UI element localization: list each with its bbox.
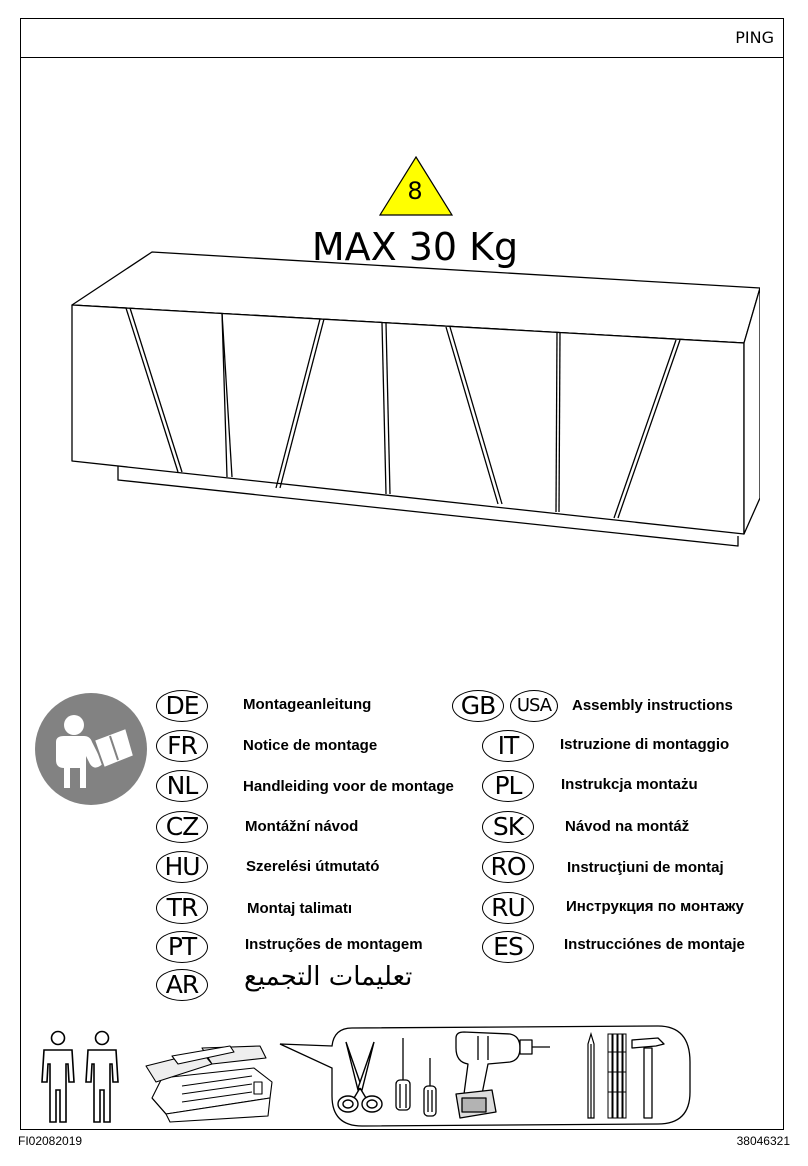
lang-code-ar: AR — [156, 969, 208, 1001]
folding-ruler-icon — [606, 1032, 628, 1120]
lang-code-nl: NL — [156, 770, 208, 802]
lang-text-es: Instrucciónes de montaje — [564, 936, 745, 953]
lang-text-it: Istruzione di montaggio — [560, 736, 730, 753]
screwdriver-small-icon — [420, 1056, 440, 1120]
lang-code-de: DE — [156, 690, 208, 722]
lang-code-fr: FR — [156, 730, 208, 762]
header-divider — [20, 57, 784, 58]
screwdriver-icon — [392, 1036, 414, 1120]
lang-code-tr: TR — [156, 892, 208, 924]
lang-code-es: ES — [482, 931, 534, 963]
product-name: PING — [735, 28, 774, 47]
lang-text-de: Montageanleitung — [243, 696, 372, 713]
lang-code-ro: RO — [482, 851, 534, 883]
lang-text-cz: Montážní návod — [245, 818, 359, 835]
scissors-icon — [334, 1038, 386, 1118]
lang-text-pt: Instruções de montagem — [245, 936, 423, 953]
lang-text-ru: Инструкция по монтажу — [566, 898, 744, 915]
lang-code-pt: PT — [156, 931, 208, 963]
max-load-number: 8 — [407, 177, 423, 205]
lang-code-pl: PL — [482, 770, 534, 802]
lang-text-nl: Handleiding voor de montage — [243, 778, 454, 795]
pencil-icon — [584, 1032, 598, 1122]
hammer-icon — [630, 1034, 666, 1120]
lang-code-gb: GB — [452, 690, 504, 722]
lang-code-hu: HU — [156, 851, 208, 883]
footer-article-number: 38046321 — [736, 1134, 790, 1148]
lang-code-it: IT — [482, 730, 534, 762]
lang-text-pl: Instrukcja montażu — [561, 776, 698, 793]
toolbox-icon — [142, 1042, 278, 1124]
lang-code-sk: SK — [482, 811, 534, 843]
lang-text-hu: Szerelési útmutató — [246, 858, 380, 875]
max-load-label: MAX 30 Kg — [311, 225, 519, 269]
lang-text-sk: Návod na montáž — [565, 818, 690, 835]
cordless-drill-icon — [448, 1028, 552, 1124]
two-persons-icon — [38, 1030, 128, 1126]
lang-text-ar: تعليمات التجميع — [244, 962, 413, 992]
lang-code-ru: RU — [482, 892, 534, 924]
lang-text-tr: Montaj talimatı — [247, 900, 353, 917]
footer-document-code: FI02082019 — [18, 1134, 83, 1148]
lang-text-ro: Instrucţiuni de montaj — [567, 859, 724, 876]
lang-code-cz: CZ — [156, 811, 208, 843]
lang-text-gb: Assembly instructions — [572, 697, 733, 714]
reading-person-icon — [34, 692, 148, 806]
lang-code-usa: USA — [510, 690, 558, 722]
lang-text-fr: Notice de montage — [243, 737, 378, 754]
sideboard-illustration — [70, 248, 760, 548]
